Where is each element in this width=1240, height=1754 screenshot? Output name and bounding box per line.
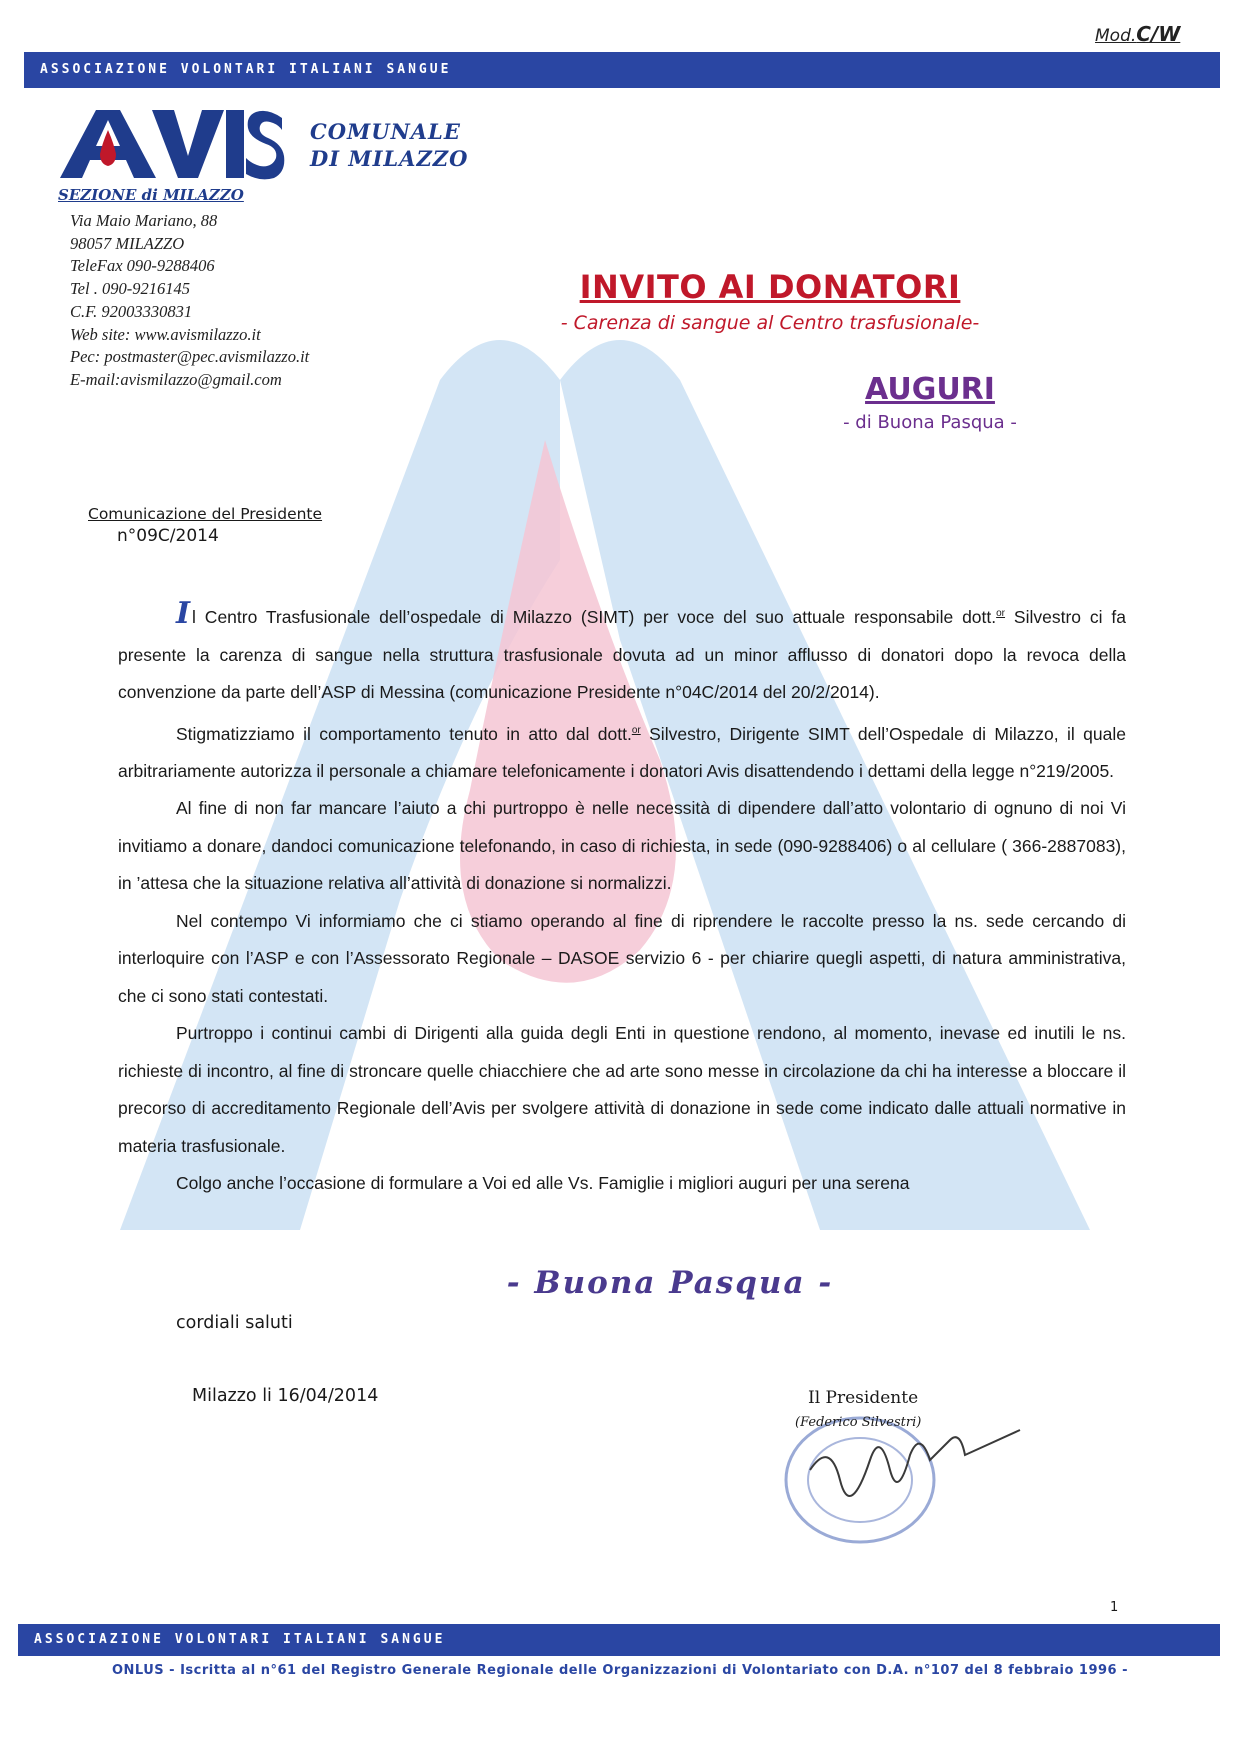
greeting-title: AUGURI: [865, 372, 995, 407]
contact-tel: Tel . 090-9216145: [70, 279, 190, 299]
org-line2: DI MILAZZO: [310, 146, 469, 171]
paragraph-2-part-b: Silvestro, Dirigente SIMT dell’Ospedale di Milazzo, il quale arbitrariamente autorizza il personale a chiamare telefonicamente i donatori Avis disattendendo i dettami della legge n°219/2005.: [118, 723, 1126, 781]
place-and-date: Milazzo li 16/04/2014: [192, 1386, 379, 1406]
paragraph-6: Colgo anche l’occasione di formulare a Voi ed alle Vs. Famiglie i migliori auguri per una serena: [176, 1173, 910, 1194]
contact-cf: C.F. 92003330831: [70, 301, 193, 321]
section-name: SEZIONE di MILAZZO: [58, 186, 244, 204]
contact-telefax: TeleFax 090-9288406: [70, 256, 215, 276]
contact-pec: Pec: postmaster@pec.avismilazzo.it: [70, 347, 310, 367]
org-line1: COMUNALE: [310, 119, 461, 144]
paragraph-1-sup: or: [996, 608, 1006, 620]
contact-city: 98057 MILAZZO: [70, 233, 185, 253]
model-code-value: C/W: [1136, 22, 1181, 46]
paragraph-5: Purtroppo i continui cambi di Dirigenti alla guida degli Enti in questione rendono, al momento, inevase ed inutili le ns. richieste di incontro, al fine di stroncare quelle chiacchiere che ad arte sono messe in circolazione da chi ha interesse a bloccare il precorso di accreditamento Regionale dell’Avis per svolgere attività di donazione in sede come indicato dalle attuali normative in materia trasfusionale.: [118, 1023, 1126, 1156]
logo-v: [152, 110, 224, 178]
model-code: [1095, 22, 1180, 46]
page-number: 1: [1110, 1600, 1119, 1615]
logo-i: [226, 110, 244, 178]
contact-address: Via Maio Mariano, 88: [70, 211, 218, 230]
communication-number: n°09C/2014: [117, 526, 219, 546]
header-band: ASSOCIAZIONE VOLONTARI ITALIANI SANGUE: [24, 52, 1220, 88]
avis-logo: [56, 104, 286, 182]
org-name: [310, 118, 468, 172]
model-prefix: Mod.: [1095, 26, 1137, 46]
signer-name: (Federico Silvestri): [795, 1415, 922, 1430]
paragraph-2-part-a: Stigmatizziamo il comportamento tenuto in atto dal dott.: [176, 723, 632, 744]
paragraph-3: Al fine di non far mancare l’aiuto a chi purtroppo è nelle necessità di dipendere dall’atto volontario di ognuno di noi Vi invitiamo a donare, dandoci comunicazione telefonando, in caso di richiesta, in sede (090-9288406) o al cellulare ( 366-2887083), in ’attesa che la situazione relativa all’attività di donazione si normalizzi.: [118, 798, 1126, 894]
paragraph-2-sup: or: [631, 724, 641, 736]
paragraph-2: [118, 712, 1126, 791]
footer-note: ONLUS - Iscritta al n°61 del Registro Generale Regionale delle Organizzazioni di Volontariato con D.A. n°107 del 8 febbraio 1996 -: [111, 1663, 1129, 1678]
logo-s: [246, 111, 284, 179]
logo-drop-icon: [100, 130, 116, 166]
letter-body: [118, 595, 1126, 1203]
paragraph-1: [118, 595, 1126, 712]
paragraph-4: Nel contempo Vi informiamo che ci stiamo operando al fine di riprendere le raccolte presso la ns. sede cercando di interloquire con l’ASP e con l’Assessorato Regionale – DASOE servizio 6 - per chiarire quegli aspetti, di natura amministrativa, che ci sono stati contestati.: [118, 910, 1126, 1006]
paragraph-1-part-b: Silvestro ci fa presente la carenza di sangue nella struttura trasfusionale dovuta ad un minor afflusso di donatori dopo la revoca della convenzione da parte dell’ASP di Messina (comunicazione Presidente n°04C/2014 del 20/2/2014).: [118, 607, 1126, 702]
drop-cap: I: [176, 596, 191, 631]
signer-title: Il Presidente: [808, 1388, 919, 1408]
document-subtitle: - Carenza di sangue al Centro trasfusionale-: [560, 312, 980, 334]
closing-salutation: cordiali saluti: [176, 1313, 293, 1333]
footer-band: ASSOCIAZIONE VOLONTARI ITALIANI SANGUE: [18, 1624, 1220, 1656]
paragraph-1-part-a: l Centro Trasfusionale dell’ospedale di Milazzo (SIMT) per voce del suo attuale responsabile dott.: [192, 607, 997, 627]
easter-wish: - Buona Pasqua -: [506, 1265, 834, 1301]
contact-block: [70, 210, 309, 392]
communication-label: Comunicazione del Presidente: [88, 505, 323, 523]
contact-website: Web site: www.avismilazzo.it: [70, 324, 261, 344]
greeting-subtitle: - di Buona Pasqua -: [843, 412, 1017, 433]
stamp-inner-circle: [808, 1438, 912, 1522]
contact-email: E-mail:avismilazzo@gmail.com: [70, 369, 282, 389]
document-title: INVITO AI DONATORI: [579, 268, 961, 306]
